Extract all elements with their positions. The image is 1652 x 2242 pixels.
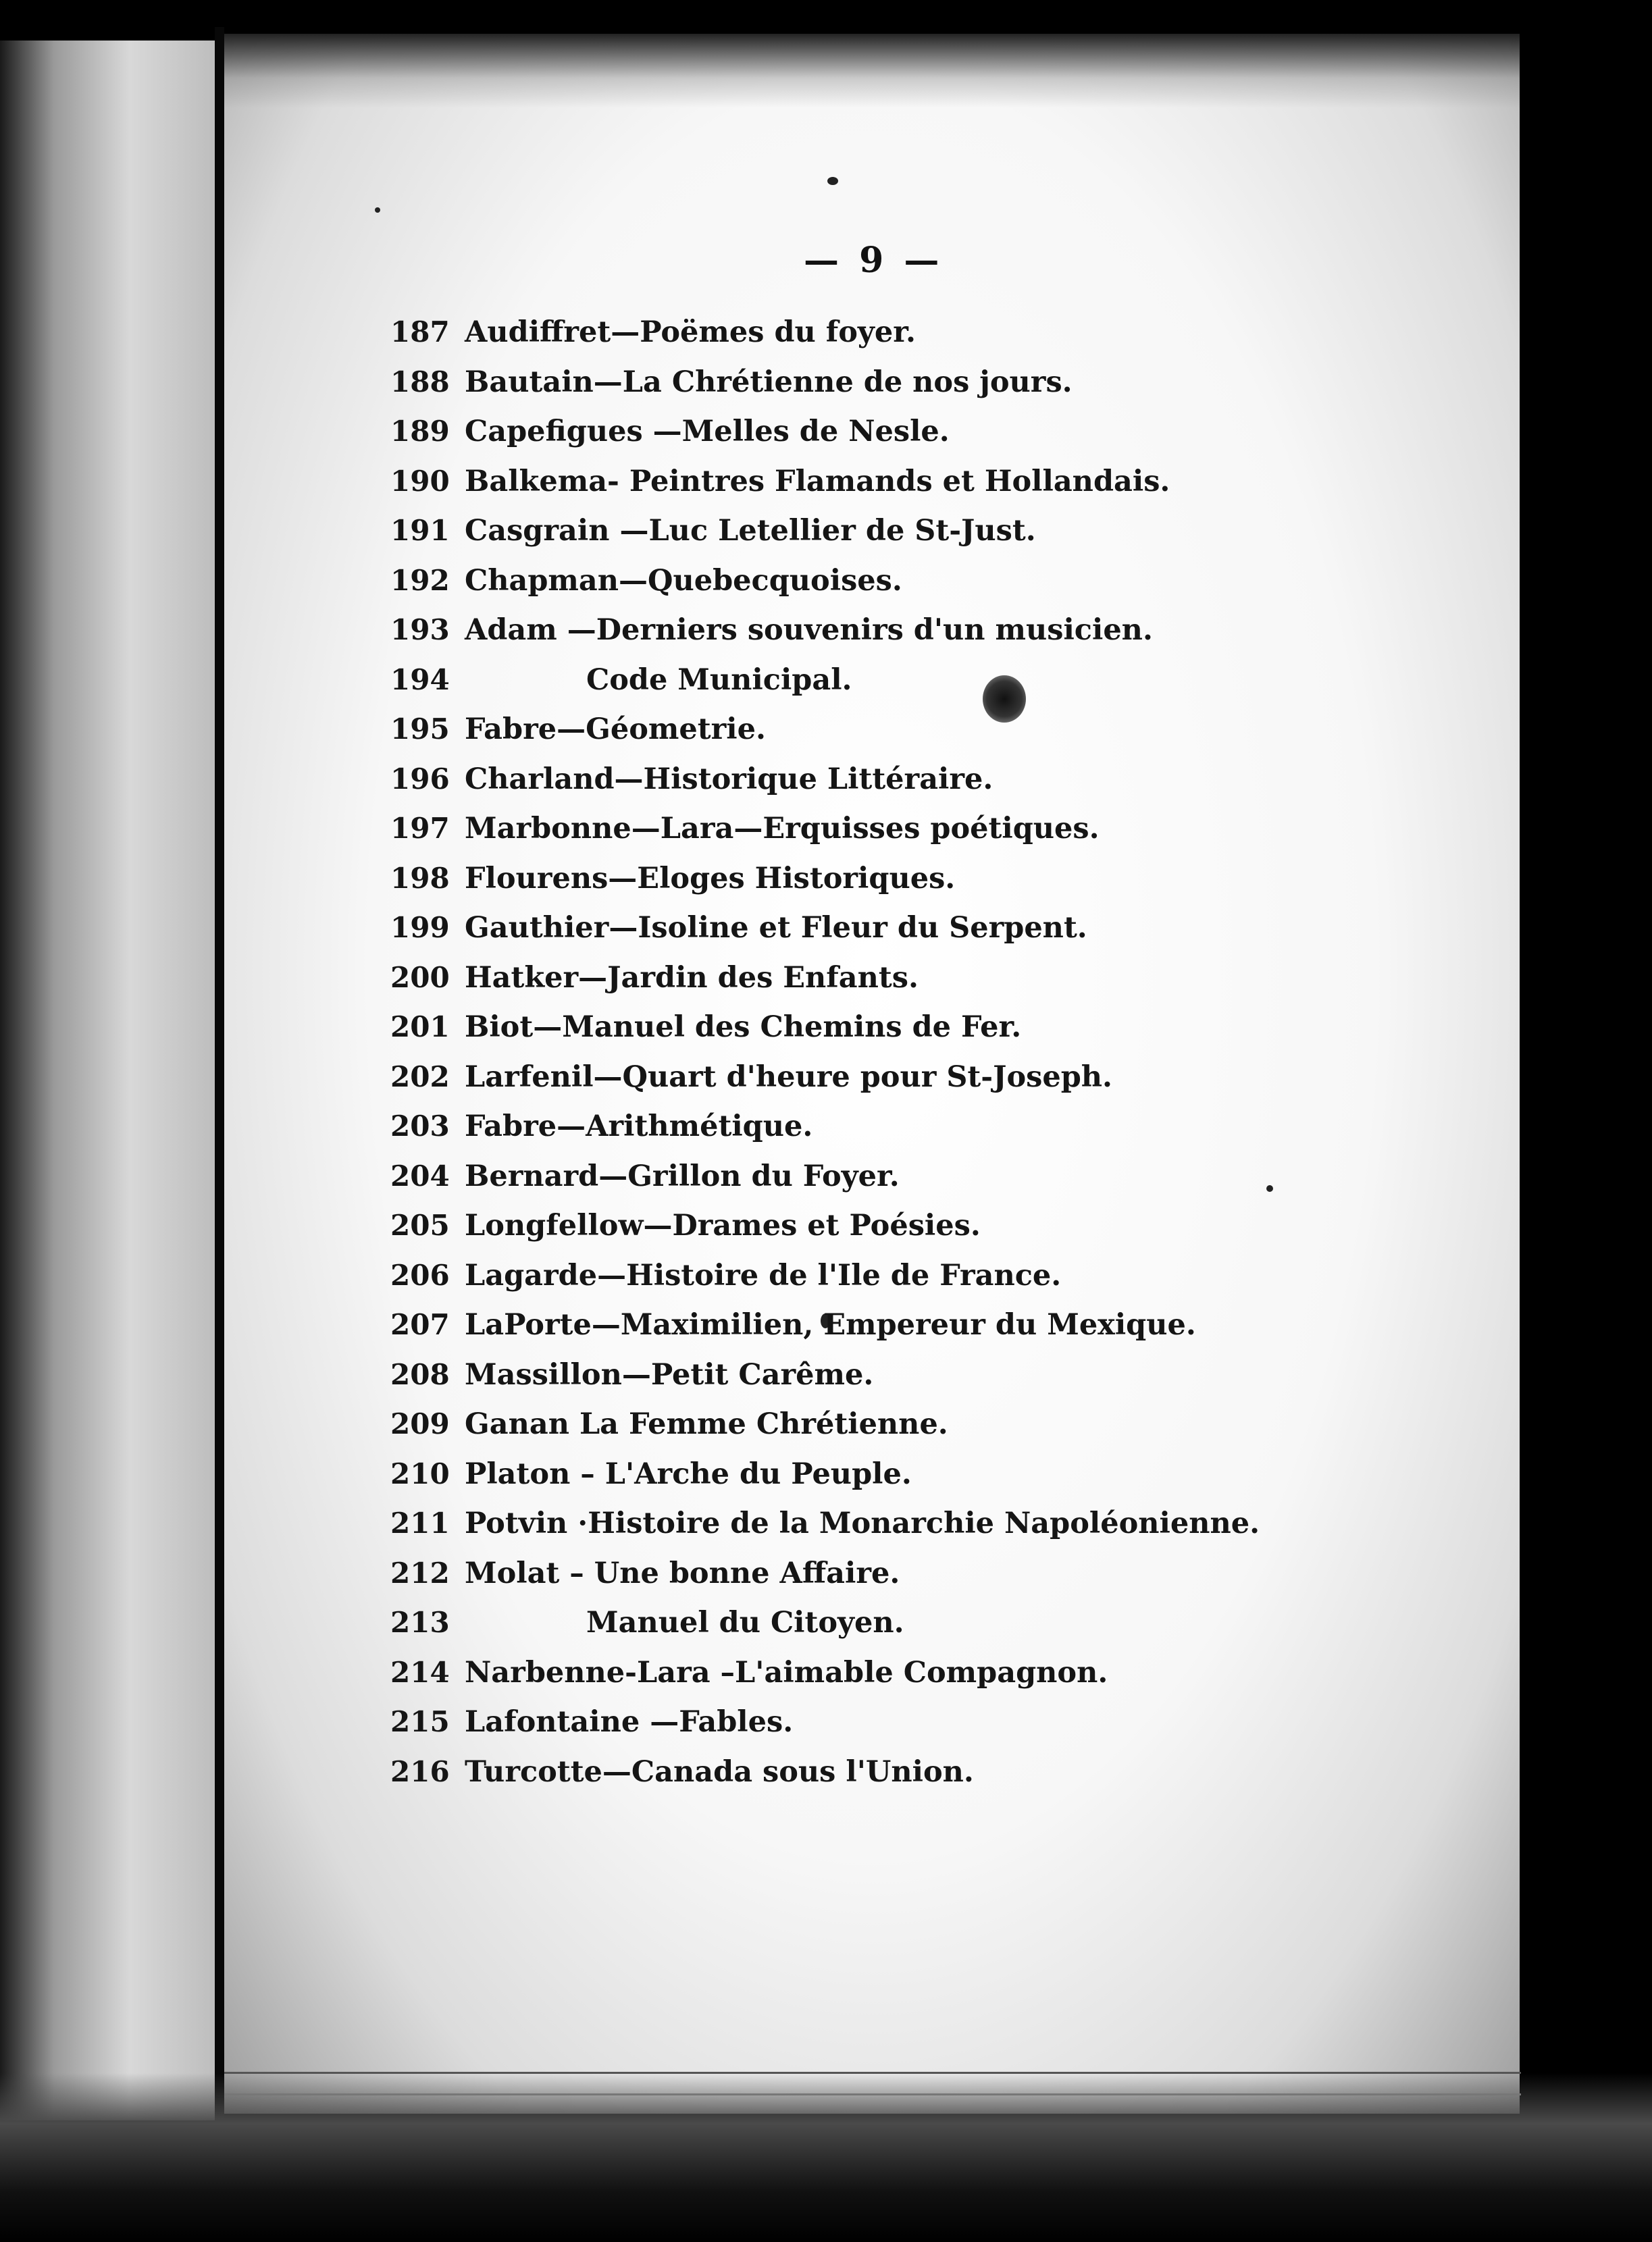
list-item — [390, 1350, 1498, 1400]
entry-number: 211 — [390, 1507, 450, 1540]
list-item — [390, 357, 1498, 407]
entry-title: Charland—Historique Littéraire. — [465, 762, 993, 796]
right-scan-shadow — [1520, 0, 1652, 2242]
entry-title: Platon – L'Arche du Peuple. — [465, 1457, 912, 1491]
entry-number: 193 — [390, 613, 450, 646]
entry-title: Bautain—La Chrétienne de nos jours. — [465, 365, 1073, 399]
entry-number: 204 — [390, 1159, 450, 1193]
ink-speck — [827, 177, 838, 185]
entry-title: Chapman—Quebecquoises. — [465, 563, 902, 598]
list-item — [390, 804, 1498, 854]
entry-number: 205 — [390, 1209, 450, 1242]
entry-title: Massillon—Petit Carême. — [465, 1357, 874, 1392]
list-item — [390, 1052, 1498, 1102]
entry-number: 209 — [390, 1407, 450, 1440]
list-item — [390, 556, 1498, 606]
entry-title: Fabre—Arithmétique. — [465, 1110, 813, 1143]
bottom-scan-shadow — [0, 2073, 1652, 2242]
entry-number: 191 — [390, 514, 450, 547]
entry-title: Casgrain —Luc Letellier de St-Just. — [465, 514, 1036, 548]
list-item — [390, 407, 1498, 457]
page-number: — 9 — — [804, 240, 944, 281]
entry-title: Lafontaine —Fables. — [465, 1705, 794, 1739]
entry-number: 206 — [390, 1258, 450, 1292]
entry-title: Hatker—Jardin des Enfants. — [465, 960, 919, 995]
list-item — [390, 1548, 1498, 1598]
list-item — [390, 1002, 1498, 1052]
entry-number: 188 — [390, 365, 450, 398]
list-item — [390, 854, 1498, 904]
list-item — [390, 903, 1498, 953]
entry-number: 210 — [390, 1457, 450, 1490]
entry-title: Turcotte—Canada sous l'Union. — [465, 1754, 974, 1789]
entry-title: Longfellow—Drames et Poésies. — [465, 1209, 981, 1243]
scan-rule-line — [224, 2072, 1521, 2074]
list-item — [390, 1201, 1498, 1251]
entry-number: 201 — [390, 1010, 450, 1043]
entry-title: Narbenne-Lara –L'aimable Compagnon. — [465, 1655, 1108, 1690]
entry-title: Fabre—Géometrie. — [465, 712, 766, 746]
adjacent-page-edge — [0, 41, 216, 2120]
entry-title: Capefigues —Melles de Nesle. — [465, 415, 950, 448]
entry-title: LaPorte—Maximilien, Empereur du Mexique. — [465, 1308, 1196, 1342]
list-item — [390, 655, 1498, 705]
list-item — [390, 307, 1498, 357]
entry-title: Larfenil—Quart d'heure pour St-Joseph. — [465, 1060, 1112, 1094]
scan-rule-line — [224, 2093, 1521, 2095]
entry-title: Audiffret—Poëmes du foyer. — [465, 315, 916, 349]
entry-title: Gauthier—Isoline et Fleur du Serpent. — [465, 911, 1087, 945]
entry-number: 214 — [390, 1655, 450, 1689]
entry-number: 202 — [390, 1060, 450, 1093]
entry-number: 199 — [390, 911, 450, 944]
entry-number: 198 — [390, 861, 450, 895]
list-item — [390, 1151, 1498, 1201]
list-item — [390, 457, 1498, 506]
entry-number: 195 — [390, 712, 450, 746]
entry-number: 203 — [390, 1110, 450, 1143]
entry-title: Marbonne—Lara—Erquisses poétiques. — [465, 812, 1100, 845]
entry-title: Balkema- Peintres Flamands et Hollandais. — [465, 464, 1170, 498]
entry-number: 207 — [390, 1308, 450, 1341]
list-item — [390, 1648, 1498, 1698]
entry-number: 213 — [390, 1606, 450, 1639]
list-item — [390, 754, 1498, 804]
entry-number: 197 — [390, 812, 450, 845]
entry-title: Code Municipal. — [586, 662, 852, 697]
entry-number: 194 — [390, 662, 450, 696]
entry-title: Molat – Une bonne Affaire. — [465, 1556, 900, 1590]
list-item — [390, 605, 1498, 655]
entry-number: 187 — [390, 315, 450, 348]
list-item — [390, 1251, 1498, 1301]
list-item — [390, 1747, 1498, 1797]
entry-number: 200 — [390, 960, 450, 994]
list-item — [390, 506, 1498, 556]
entry-number: 192 — [390, 563, 450, 597]
entry-number: 196 — [390, 762, 450, 796]
list-item — [390, 1300, 1498, 1350]
catalogue-list — [390, 307, 1498, 1796]
list-item — [390, 953, 1498, 1003]
list-item — [390, 1449, 1498, 1499]
entry-title: Biot—Manuel des Chemins de Fer. — [465, 1010, 1022, 1044]
list-item — [390, 1101, 1498, 1151]
entry-title: Potvin ·Histoire de la Monarchie Napoléonienne. — [465, 1507, 1260, 1540]
entry-title: Flourens—Eloges Historiques. — [465, 861, 956, 895]
list-item — [390, 1697, 1498, 1747]
top-scan-shadow — [224, 34, 1521, 108]
list-item — [390, 1399, 1498, 1449]
ink-speck — [375, 207, 380, 213]
entry-title: Manuel du Citoyen. — [586, 1606, 904, 1640]
page-gutter — [215, 27, 224, 2134]
entry-number: 212 — [390, 1556, 450, 1590]
entry-number: 208 — [390, 1357, 450, 1391]
entry-title: Lagarde—Histoire de l'Ile de France. — [465, 1258, 1062, 1293]
list-item — [390, 1598, 1498, 1648]
entry-number: 190 — [390, 464, 450, 498]
entry-number: 216 — [390, 1754, 450, 1788]
list-item — [390, 1498, 1498, 1548]
entry-title: Ganan La Femme Chrétienne. — [465, 1407, 948, 1441]
entry-number: 215 — [390, 1705, 450, 1738]
list-item — [390, 704, 1498, 754]
entry-title: Bernard—Grillon du Foyer. — [465, 1159, 900, 1193]
entry-number: 189 — [390, 415, 450, 448]
entry-title: Adam —Derniers souvenirs d'un musicien. — [465, 613, 1153, 647]
